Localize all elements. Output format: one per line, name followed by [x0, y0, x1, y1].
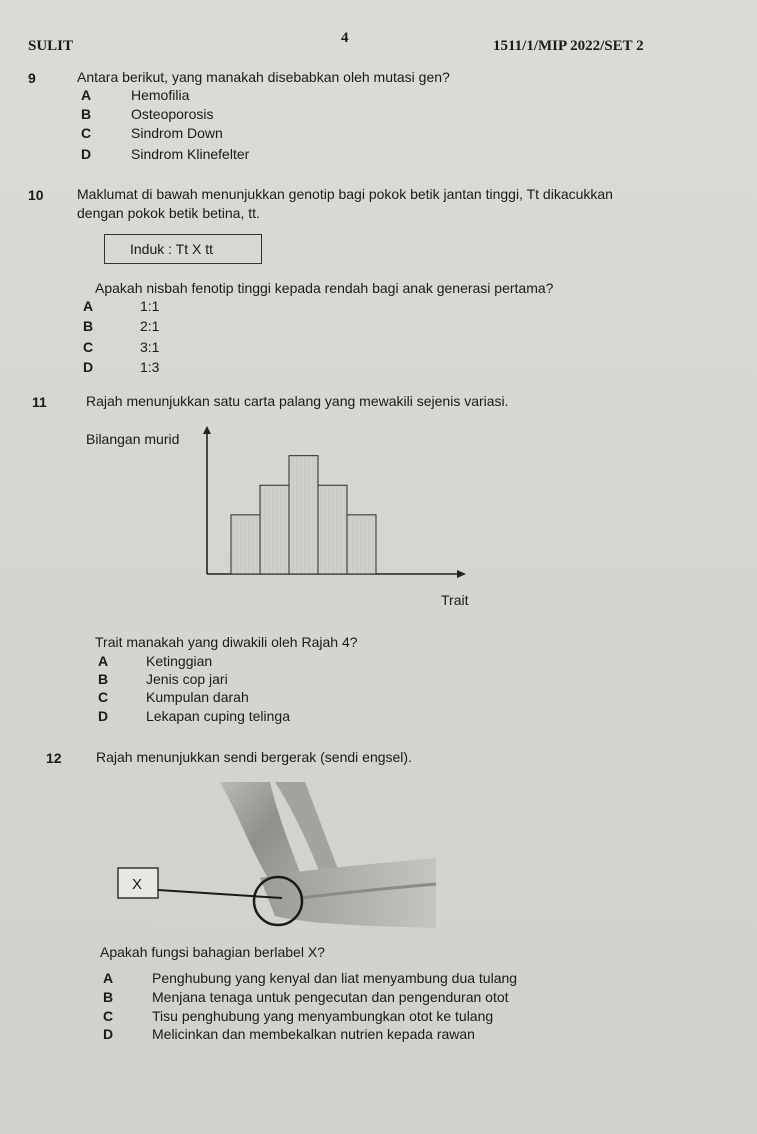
q9-option-c-letter: C	[81, 125, 92, 141]
q9-option-d: Sindrom Klinefelter	[131, 146, 250, 162]
q12-question: Rajah menunjukkan sendi bergerak (sendi engsel).	[96, 749, 412, 765]
q9-option-a-letter: A	[81, 87, 92, 103]
q9-option-d-letter: D	[81, 146, 92, 162]
q11-option-d-letter: D	[98, 708, 109, 724]
header-left: SULIT	[28, 38, 74, 54]
label-x: X	[132, 876, 143, 893]
q12-option-c-letter: C	[103, 1008, 114, 1024]
q10-ask: Apakah nisbah fenotip tinggi kepada rendah bagi anak generasi pertama?	[95, 280, 554, 296]
x-axis-label: Trait	[441, 592, 469, 608]
q11-option-d: Lekapan cuping telinga	[146, 708, 291, 724]
q9-option-c: Sindrom Down	[131, 125, 223, 141]
q10-option-d-letter: D	[83, 359, 94, 375]
q12-option-a-letter: A	[103, 970, 114, 986]
q9-option-a: Hemofilia	[131, 87, 190, 103]
q11-number: 11	[32, 394, 47, 410]
q11-ask: Trait manakah yang diwakili oleh Rajah 4?	[95, 634, 358, 650]
q10-option-a: 1:1	[140, 298, 160, 314]
q12-option-d: Melicinkan dan membekalkan nutrien kepada rawan	[152, 1026, 475, 1042]
q9-number: 9	[28, 70, 36, 86]
q12-number: 12	[46, 750, 62, 766]
q12-option-c: Tisu penghubung yang menyambungkan otot ke tulang	[152, 1008, 494, 1024]
y-axis-label: Bilangan murid	[86, 431, 180, 447]
bar-5	[347, 515, 376, 574]
q11-option-b: Jenis cop jari	[146, 671, 228, 687]
header-right: 1511/1/MIP 2022/SET 2	[493, 38, 644, 54]
q9-option-b: Osteoporosis	[131, 106, 214, 122]
bar-2	[260, 485, 289, 574]
q11-option-c: Kumpulan darah	[146, 689, 249, 705]
q10-option-a-letter: A	[83, 298, 94, 314]
q10-number: 10	[28, 187, 44, 203]
bar-4	[318, 485, 347, 574]
q11-option-b-letter: B	[98, 671, 109, 687]
q10-question-line2: dengan pokok betik betina, tt.	[77, 205, 260, 221]
q10-option-b: 2:1	[140, 318, 160, 334]
q9-option-b-letter: B	[81, 106, 92, 122]
q10-question-line1: Maklumat di bawah menunjukkan genotip bagi pokok betik jantan tinggi, Tt dikacukkan	[77, 186, 613, 202]
q12-option-a: Penghubung yang kenyal dan liat menyambung dua tulang	[152, 970, 518, 986]
page-number: 4	[341, 30, 349, 46]
q11-option-c-letter: C	[98, 689, 109, 705]
hinge-joint-figure	[100, 778, 440, 938]
x-axis-arrow	[457, 570, 466, 578]
q10-option-c: 3:1	[140, 339, 160, 355]
q12-option-d-letter: D	[103, 1026, 114, 1042]
q10-option-c-letter: C	[83, 339, 94, 355]
q12-option-b: Menjana tenaga untuk pengecutan dan pengenduran otot	[152, 989, 509, 1005]
q11-option-a-letter: A	[98, 653, 109, 669]
bar-1	[231, 515, 260, 574]
q10-option-b-letter: B	[83, 318, 94, 334]
q11-question: Rajah menunjukkan satu carta palang yang mewakili sejenis variasi.	[86, 393, 509, 409]
bar-3	[289, 456, 318, 574]
q9-question: Antara berikut, yang manakah disebabkan oleh mutasi gen?	[77, 69, 450, 85]
y-axis-arrow	[203, 426, 211, 434]
q10-option-d: 1:3	[140, 359, 160, 375]
q11-option-a: Ketinggian	[146, 653, 213, 669]
q12-ask: Apakah fungsi bahagian berlabel X?	[100, 944, 325, 960]
parent-cross-box: Induk : Tt X tt	[104, 234, 262, 264]
q12-option-b-letter: B	[103, 989, 114, 1005]
